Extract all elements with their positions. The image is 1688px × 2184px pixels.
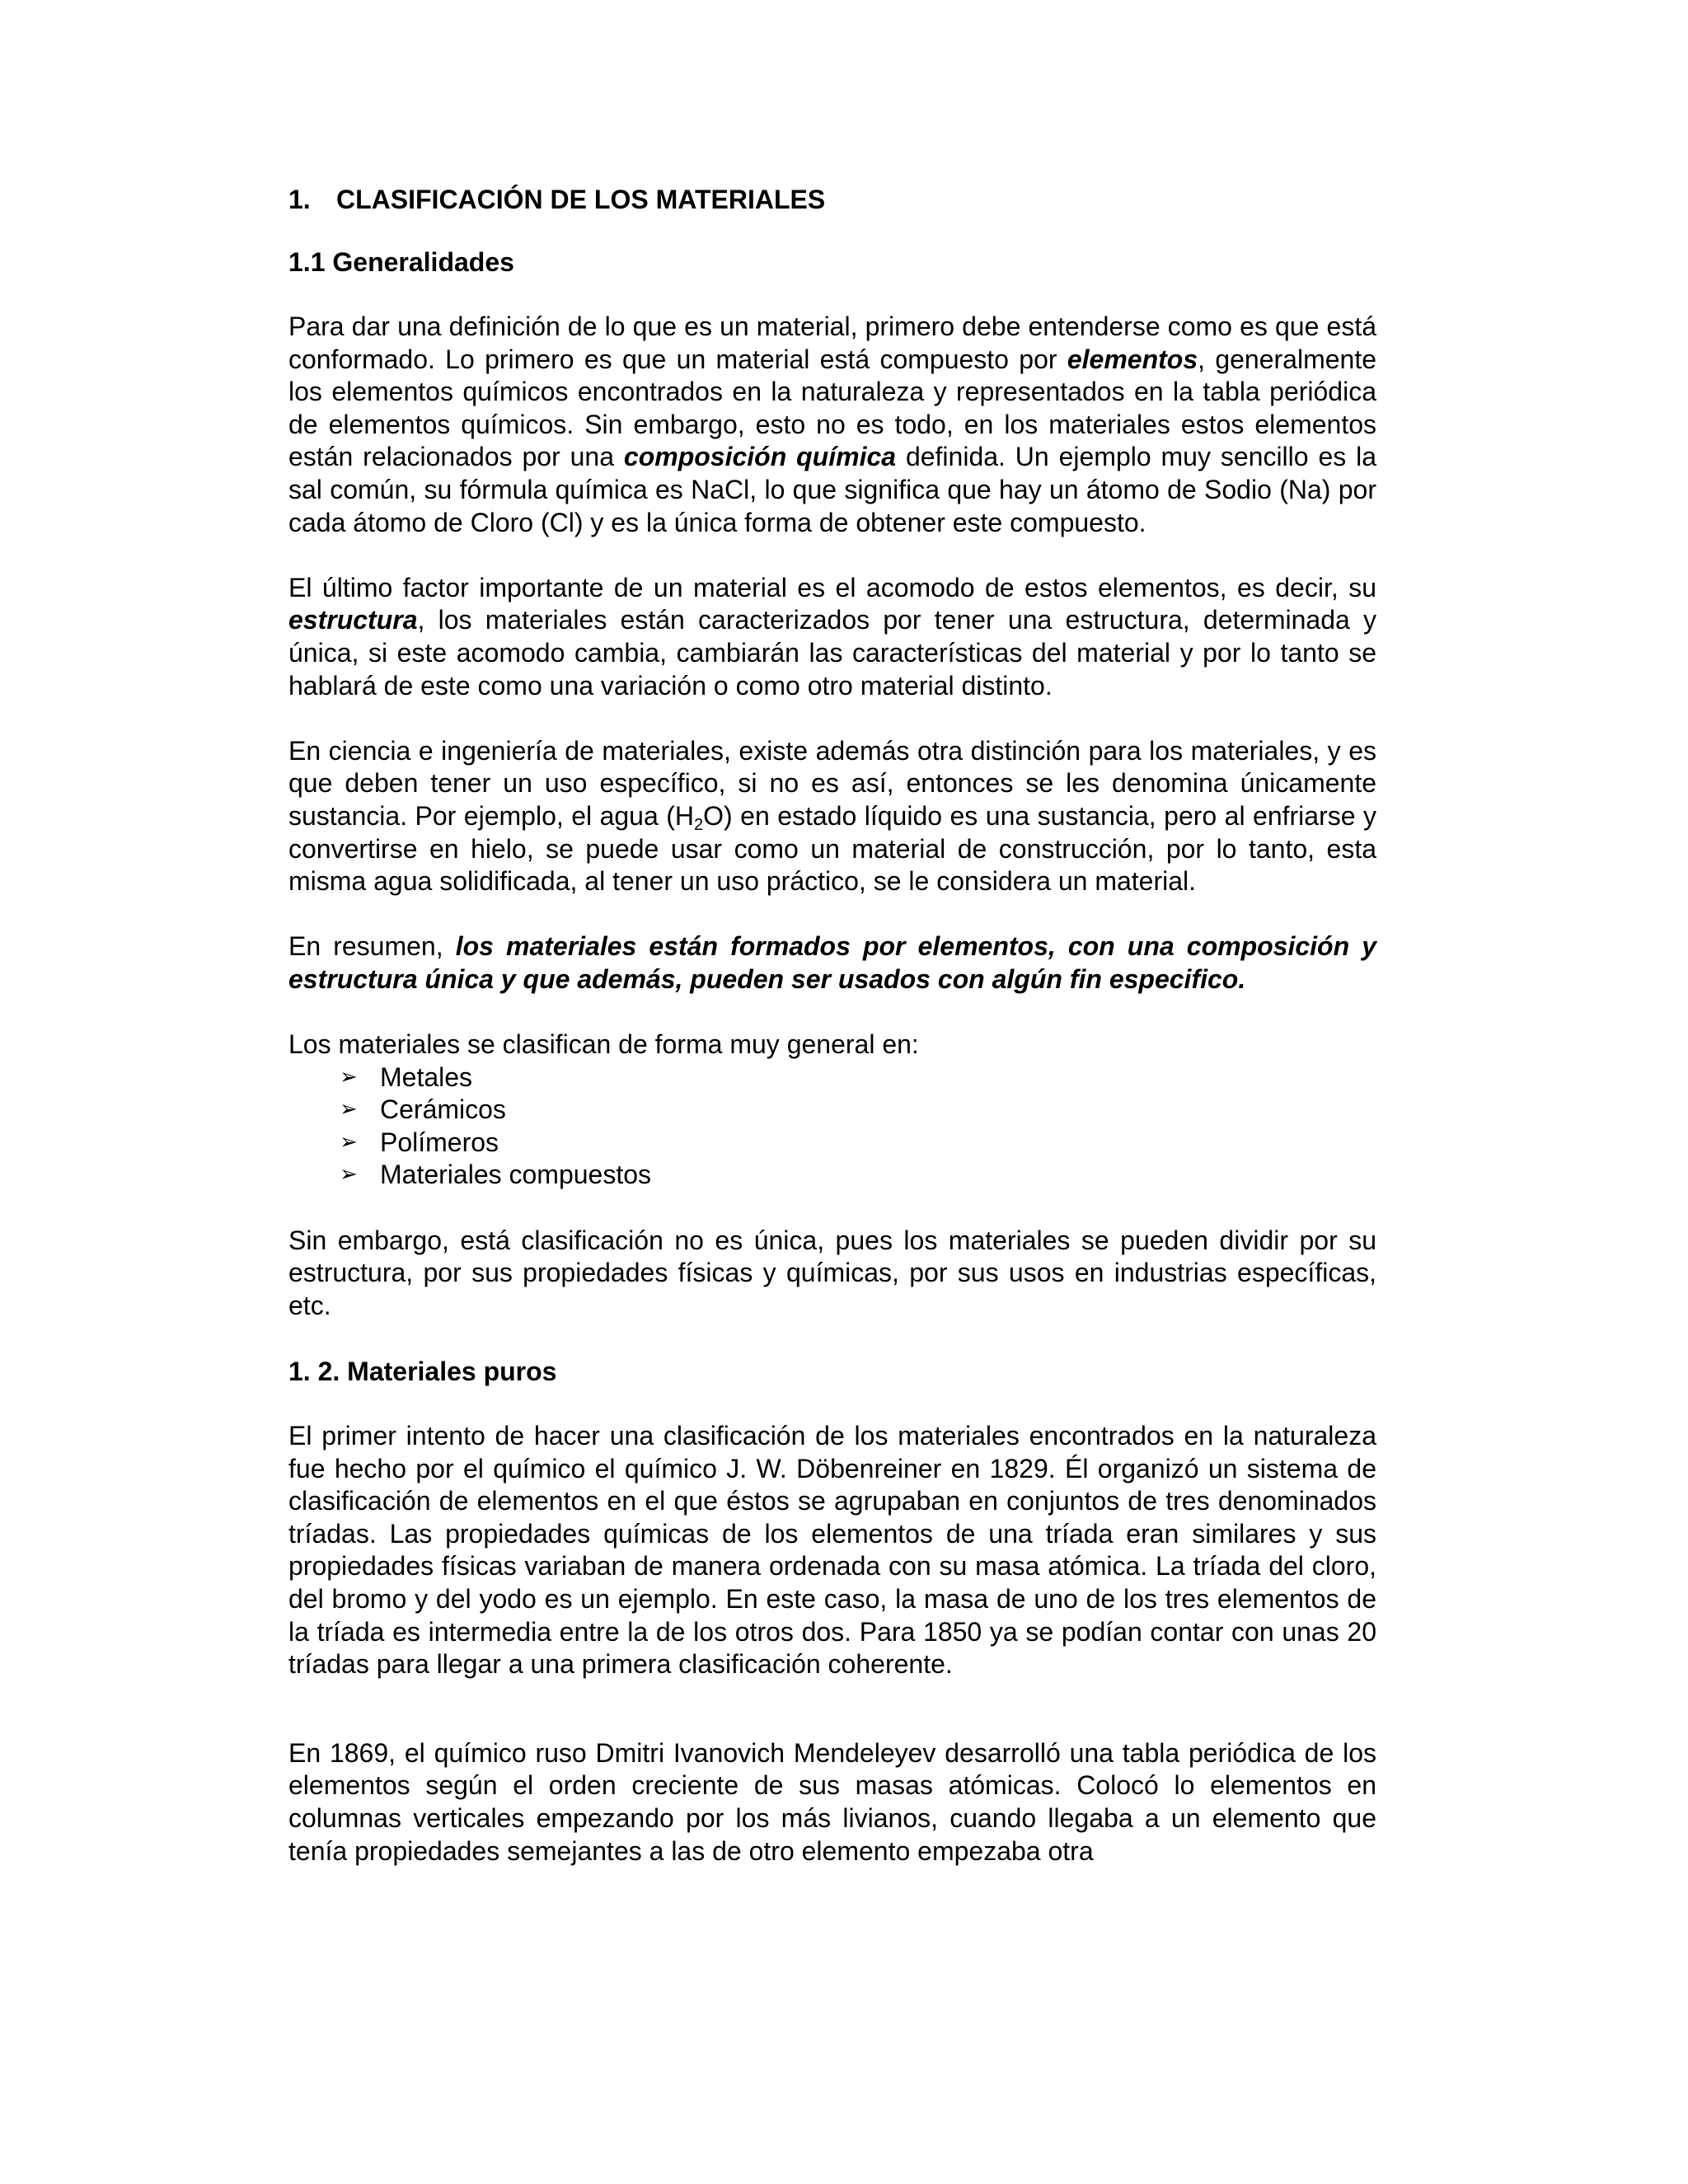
document-title <box>288 183 1376 216</box>
paragraph-estructura <box>288 572 1376 702</box>
paragraph-text: , los materiales están caracterizados por tener una estructura, determinada y única, si este acomodo cambia, cambiarán las características del material y por lo tanto se hablará de este como una variación o como otro material distinto. <box>288 605 1376 701</box>
list-item <box>288 1062 1376 1094</box>
paragraph-text: , generalmente los elementos químicos encontrados en la naturaleza y representados en la tabla periódica de elementos químicos. Sin embargo, esto no es todo, en los materiales estos elementos están relacionados por una <box>288 344 1377 472</box>
paragraph-text: En resumen, <box>288 931 456 962</box>
list-item-label: Polímeros <box>380 1127 499 1157</box>
material-types-list <box>288 1062 1376 1192</box>
section-heading-materiales-puros: 1. 2. Materiales puros <box>288 1357 557 1386</box>
list-item <box>288 1127 1376 1160</box>
section-heading-generalidades: 1.1 Generalidades <box>288 247 514 277</box>
emphasis-estructura: estructura <box>288 605 418 635</box>
paragraph-definicion-material <box>288 311 1376 539</box>
list-item-label: Metales <box>380 1062 473 1092</box>
list-item-label: Cerámicos <box>380 1094 506 1125</box>
paragraph-text: definida. Un ejemplo muy sencillo es la sal común, su fórmula química es NaCl, lo que significa que hay un átomo de Sodio (Na) por cada átomo de Cloro (Cl) y es la única forma de obtener este compuesto. <box>288 442 1377 537</box>
title-text: CLASIFICACIÓN DE LOS MATERIALES <box>336 185 826 214</box>
arrow-bullet-icon: ➢ <box>340 1097 358 1122</box>
list-item-label: Materiales compuestos <box>380 1160 652 1190</box>
paragraph-text: O) en estado líquido es una sustancia, pero al enfriarse y convertirse en hielo, se puede usar como un material de construcción, por lo tanto, esta misma agua solidificada, al tener un uso práctico, se le considera un material. <box>288 800 1377 897</box>
arrow-bullet-icon: ➢ <box>340 1064 358 1090</box>
list-item <box>288 1159 1376 1192</box>
paragraph-clasificacion-intro: Los materiales se clasifican de forma muy general en: <box>288 1029 919 1060</box>
emphasis-resumen: los materiales están formados por elementos, con una composición y estructura única y que además, pueden ser usados con algún fin especifico. <box>288 931 1376 994</box>
paragraph-resumen <box>288 930 1376 996</box>
arrow-bullet-icon: ➢ <box>340 1129 358 1155</box>
emphasis-elementos: elementos <box>1067 344 1198 374</box>
paragraph-text: El último factor importante de un material es el acomodo de estos elementos, es decir, su <box>288 572 1376 602</box>
paragraph-text: En ciencia e ingeniería de materiales, existe además otra distinción para los materiales, y es que deben tener un uso específico, si no es así, entonces se les denomina únicamente sustancia. Por ejemplo, el agua (H <box>288 735 1376 831</box>
emphasis-composicion-quimica: composición química <box>623 442 897 472</box>
title-number: 1. <box>288 185 311 214</box>
paragraph-text: Para dar una definición de lo que es un material, primero debe entenderse como es que está conformado. Lo primero es que un material está compuesto por <box>288 312 1376 374</box>
arrow-bullet-icon: ➢ <box>340 1162 358 1188</box>
paragraph-clasificacion-no-unica: Sin embargo, está clasificación no es única, pues los materiales se pueden dividir por su estructura, por sus propiedades físicas y químicas, por sus usos en industrias específicas, etc. <box>288 1225 1376 1320</box>
subscript-2: 2 <box>694 815 704 834</box>
paragraph-dobenreiner: El primer intento de hacer una clasificación de los materiales encontrados en la naturaleza fue hecho por el químico el químico J. W. Döbenreiner en 1829. Él organizó un sistema de clasificación de elementos en el que éstos se agrupaban en conjuntos de tres denominados tríadas. Las propiedades químicas de los elementos de una tríada eran similares y sus propiedades físicas variaban de manera ordenada con su masa atómica. La tríada del cloro, del bromo y del yodo es un ejemplo. En este caso, la masa de uno de los tres elementos de la tríada es intermedia entre la de los otros dos. Para 1850 ya se podían contar con unas 20 tríadas para llegar a una primera clasificación coherente. <box>288 1421 1376 1680</box>
paragraph-sustancia <box>288 735 1376 898</box>
list-item <box>288 1094 1376 1127</box>
document-page <box>288 183 1376 1868</box>
paragraph-mendeleyev: En 1869, el químico ruso Dmitri Ivanovich Mendeleyev desarrolló una tabla periódica de los elementos según el orden creciente de sus masas atómicas. Colocó lo elementos en columnas verticales empezando por los más livianos, cuando llegaba a un elemento que tenía propiedades semejantes a las de otro elemento empezaba otra <box>288 1737 1376 1866</box>
